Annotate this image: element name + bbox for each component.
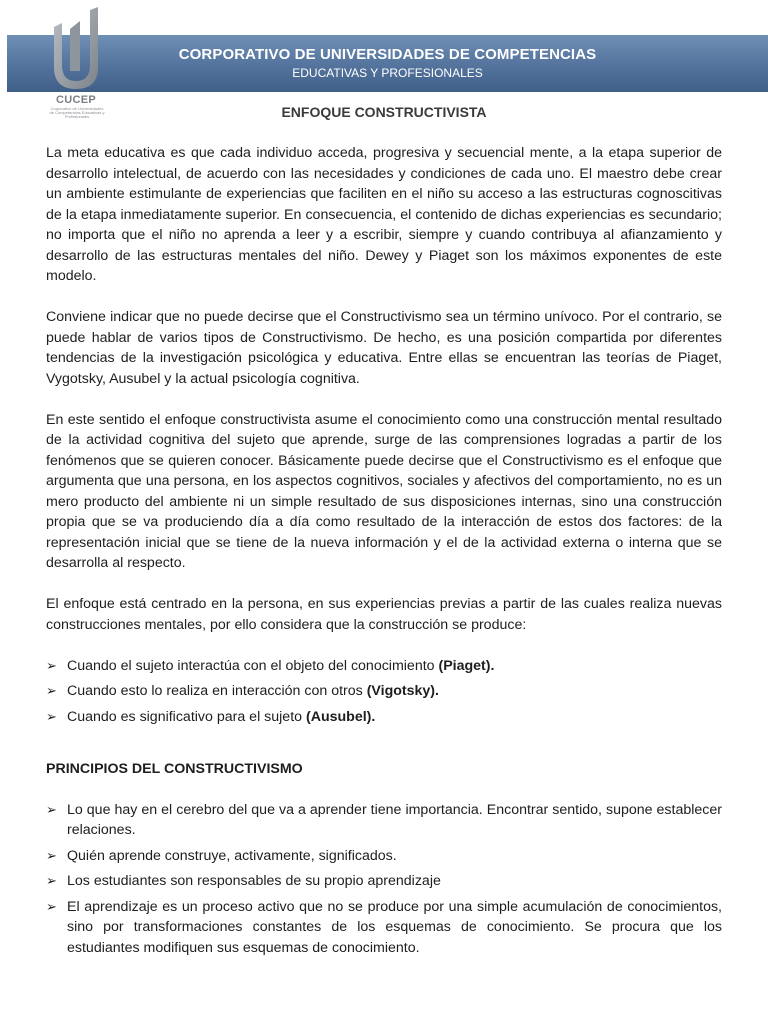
document-title: ENFOQUE CONSTRUCTIVISTA <box>281 104 487 120</box>
document-body <box>46 143 722 958</box>
list-item-text: Cuando el sujeto interactúa con el objeto del conocimiento <box>67 657 439 674</box>
list-item-text: El aprendizaje es un proceso activo que no se produce por una simple acumulación de conocimientos, sino por transformaciones constantes de los esquemas de conocimiento. Se procura que los estudiantes modifiquen sus esquemas de conocimiento. <box>67 898 722 956</box>
arrow-bullet-icon: ➢ <box>46 847 57 863</box>
header-banner <box>7 35 768 92</box>
arrow-bullet-icon: ➢ <box>46 657 57 673</box>
paragraph: En este sentido el enfoque constructivista asume el conocimiento como una construcción mental resultado de la actividad cognitiva del sujeto que aprende, surge de las comprensiones logradas a partir de los fenómenos que se quieren conocer. Básicamente puede decirse que el Constructivismo es el enfoque que argumenta que una persona, en los aspectos cognitivos, sociales y afectivos del comportamiento, no es un mero producto del ambiente ni un simple resultado de sus disposiciones internas, sino una construcción propia que se va produciendo día a día como resultado de la interacción de estos dos factores: de la representación inicial que se tiene de la nueva información y el de la actividad externa o interna que se desarrolla al respecto. <box>46 411 722 571</box>
list-item-text: Cuando es significativo para el sujeto <box>67 708 306 725</box>
list-item-author: (Ausubel). <box>305 708 376 725</box>
logo-tagline: Corporativo de Universidades de Competencias Educativas y Profesionales <box>49 106 105 119</box>
arrow-bullet-icon: ➢ <box>46 898 57 914</box>
paragraph: La meta educativa es que cada individuo acceda, progresiva y secuencial mente, a la etapa superior de desarrollo intelectual, de acuerdo con las necesidades y condiciones de cada uno. El maestro debe crear un ambiente estimulante de experiencias que faciliten en el niño su acceso a las estructuras cognoscitivas de la etapa inmediatamente superior. En consecuencia, el contenido de dichas experiencias es secundario; no importa que el niño no aprenda a leer y a escribir, siempre y cuando contribuya al afianzamiento y desarrollo de las estructuras mentales del niño. Dewey y Piaget son los máximos exponentes de este modelo. <box>46 145 722 284</box>
list-item-author: (Vigotsky). <box>366 683 439 699</box>
arrow-bullet-icon: ➢ <box>46 708 57 724</box>
list-item <box>46 707 722 728</box>
institution-subtitle: EDUCATIVAS Y PROFESIONALES <box>292 66 483 80</box>
arrow-bullet-icon: ➢ <box>46 801 57 817</box>
institution-title: CORPORATIVO DE UNIVERSIDADES DE COMPETENCIAS <box>178 46 597 63</box>
list-item-author: (Piaget). <box>438 657 495 674</box>
logo-wordmark: CUCEP <box>55 94 96 106</box>
arrow-bullet-icon: ➢ <box>46 683 57 698</box>
paragraph: El enfoque está centrado en la persona, en sus experiencias previas a partir de las cuales realiza nuevas construcciones mentales, por ello considera que la construcción se produce: <box>46 596 722 633</box>
list-item-text: Lo que hay en el cerebro del que va a aprender tiene importancia. Encontrar sentido, supone establecer relaciones. <box>67 801 722 838</box>
list-item <box>46 656 722 677</box>
arrow-bullet-icon: ➢ <box>46 873 57 888</box>
list-item <box>46 897 722 959</box>
section-heading: PRINCIPIOS DEL CONSTRUCTIVISMO <box>46 760 303 777</box>
construction-list <box>46 656 722 728</box>
list-item <box>46 681 722 702</box>
list-item <box>46 846 722 867</box>
list-item-text: Cuando esto lo realiza en interacción con otros <box>67 683 367 699</box>
list-item <box>46 800 722 841</box>
list-item-text: Quién aprende construye, activamente, significados. <box>67 847 397 864</box>
list-item-text: Los estudiantes son responsables de su propio aprendizaje <box>67 873 441 889</box>
paragraph: Conviene indicar que no puede decirse que el Constructivismo sea un término unívoco. Por el contrario, se puede hablar de varios tipos de Constructivismo. De hecho, es una posición compartida por diferentes tendencias de la investigación psicológica y educativa. Entre ellas se encuentran las teorías de Piaget, Vygotsky, Ausubel y la actual psicología cognitiva. <box>46 309 722 387</box>
list-item <box>46 871 722 892</box>
principles-list <box>46 800 722 959</box>
